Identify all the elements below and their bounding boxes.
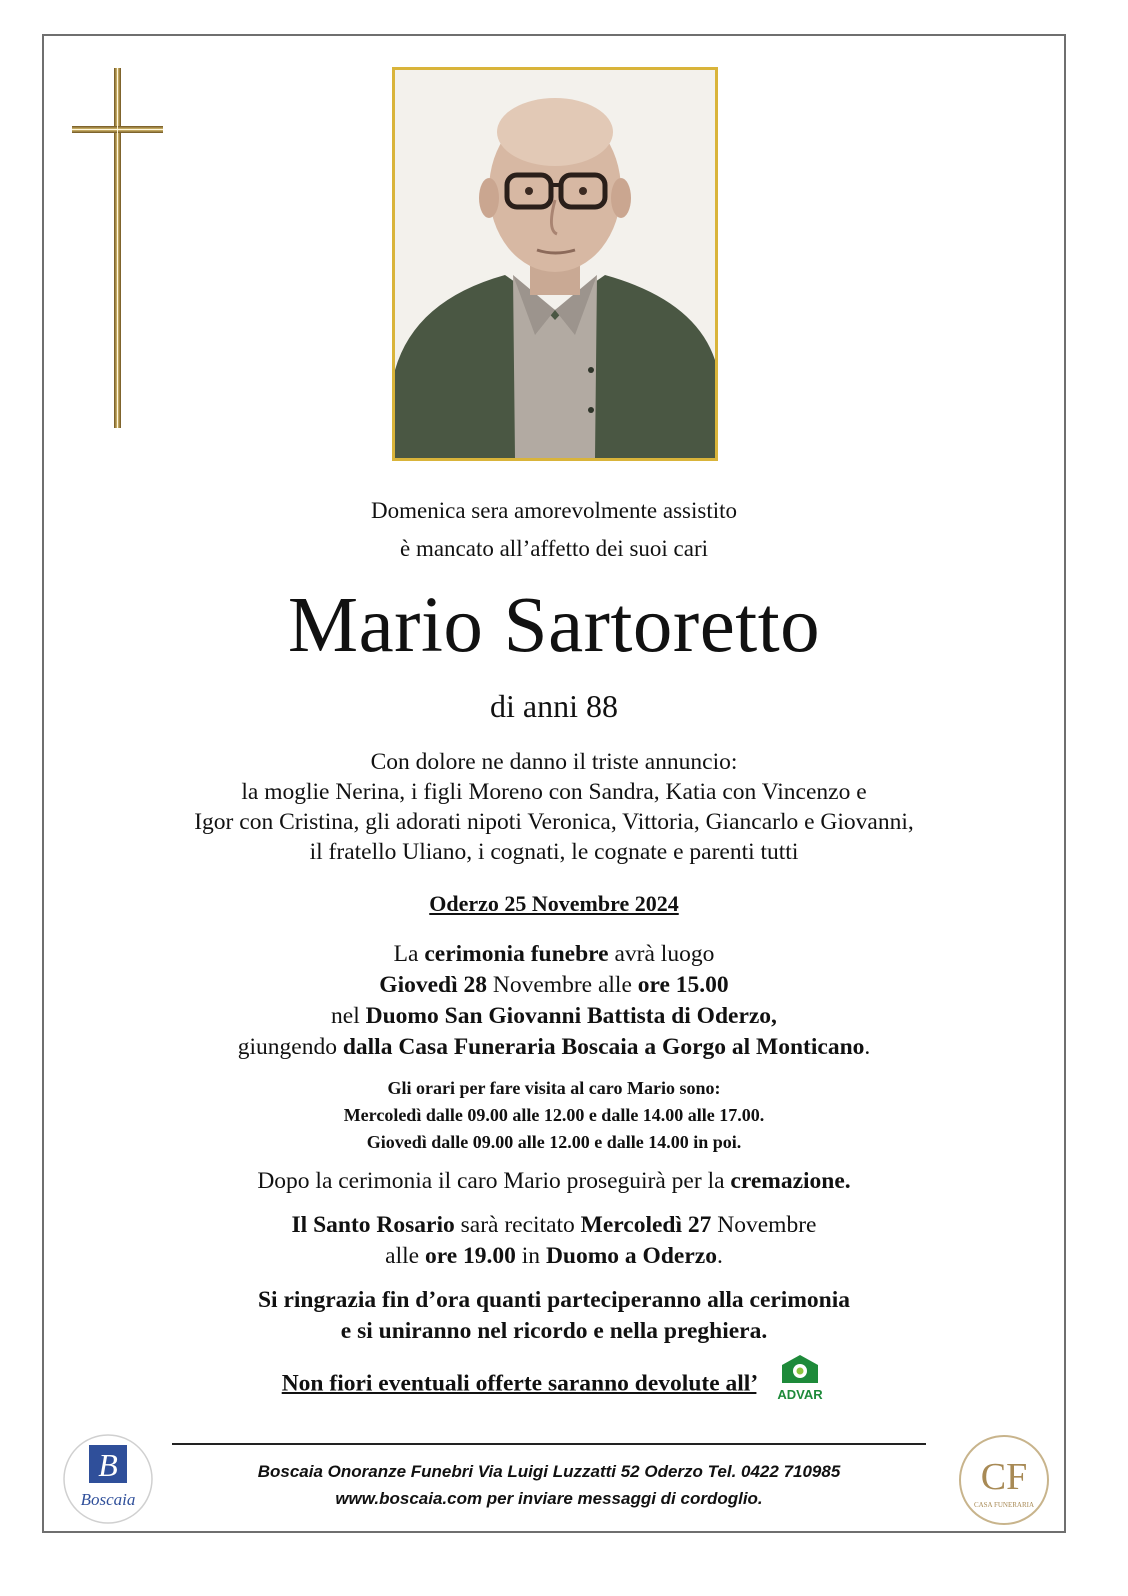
ceremony-line-1: La cerimonia funebre avrà luogo [393, 941, 715, 967]
announcement-line-1: Con dolore ne danno il triste annuncio: [370, 749, 738, 775]
flowers-text: Non fiori eventuali offerte saranno devolute all’ [281, 1370, 757, 1397]
footer-line-1: Boscaia Onoranze Funebri Via Luigi Luzzatti 52 Oderzo Tel. 0422 710985 [257, 1462, 841, 1481]
ceremony-line-2: Giovedì 28 Novembre alle ore 15.00 [379, 972, 729, 998]
visiting-hours-line-3: Giovedì dalle 09.00 alle 12.00 e dalle 14.00 in poi. [366, 1132, 742, 1152]
dateline [44, 889, 1064, 919]
announcement-line-4: il fratello Uliano, i cognati, le cognate e parenti tutti [309, 839, 799, 865]
rosary-details [44, 1210, 1064, 1272]
intro-line-2: è mancato all’affetto dei suoi cari [399, 536, 709, 561]
deceased-name: Mario Sartoretto [287, 582, 821, 669]
flowers-note [44, 1359, 1064, 1411]
announcement-line-2: la moglie Nerina, i figli Moreno con Sandra, Katia con Vincenzo e [241, 779, 867, 805]
boscaia-logo-letter: B [98, 1447, 118, 1483]
thanks-line-2: e si uniranno nel ricordo e nella preghiera. [340, 1318, 768, 1344]
ceremony-line-4: giungendo dalla Casa Funeraria Boscaia a Gorgo al Monticano. [237, 1034, 871, 1060]
footer-line-2: www.boscaia.com per inviare messaggi di cordoglio. [335, 1489, 763, 1508]
boscaia-logo-name: Boscaia [80, 1490, 136, 1509]
announcement [44, 747, 1064, 867]
ceremony-details [44, 939, 1064, 1063]
deceased-age: di anni 88 [490, 688, 618, 724]
portrait-photo [392, 67, 718, 461]
casa-funeraria-logo-caption: CASA FUNERARIA [973, 1501, 1035, 1509]
rosary-line-1: Il Santo Rosario sarà recitato Mercoledì 27 Novembre [291, 1212, 817, 1238]
intro-text [44, 492, 1064, 568]
intro-line-1: Domenica sera amorevolmente assistito [371, 498, 737, 523]
ceremony-line-3: nel Duomo San Giovanni Battista di Oderzo, [331, 1003, 777, 1029]
dateline-text: Oderzo 25 Novembre 2024 [429, 891, 679, 916]
advar-logo-label: ADVAR [777, 1387, 823, 1402]
casa-funeraria-logo-letters: CF [980, 1456, 1028, 1498]
footer-info [172, 1458, 926, 1512]
visiting-hours [44, 1075, 1064, 1156]
footer-divider [172, 1443, 926, 1445]
announcement-line-3: Igor con Cristina, gli adorati nipoti Veronica, Vittoria, Giancarlo e Giovanni, [194, 809, 914, 835]
visiting-hours-line-1: Gli orari per fare visita al caro Mario sono: [387, 1078, 721, 1098]
boscaia-logo-icon [62, 1433, 154, 1525]
visiting-hours-line-2: Mercoledì dalle 09.00 alle 12.00 e dalle 14.00 alle 17.00. [343, 1105, 765, 1125]
casa-funeraria-logo-icon [957, 1433, 1051, 1527]
rosary-line-2: alle ore 19.00 in Duomo a Oderzo. [385, 1243, 723, 1269]
cross-icon [70, 66, 165, 436]
cremation-note: Dopo la cerimonia il caro Mario proseguirà per la cremazione. [257, 1168, 851, 1194]
thanks-line-1: Si ringrazia fin d’ora quanti parteciperanno alla cerimonia [257, 1287, 851, 1313]
advar-logo-icon [774, 1353, 826, 1405]
thanks-message [44, 1285, 1064, 1347]
